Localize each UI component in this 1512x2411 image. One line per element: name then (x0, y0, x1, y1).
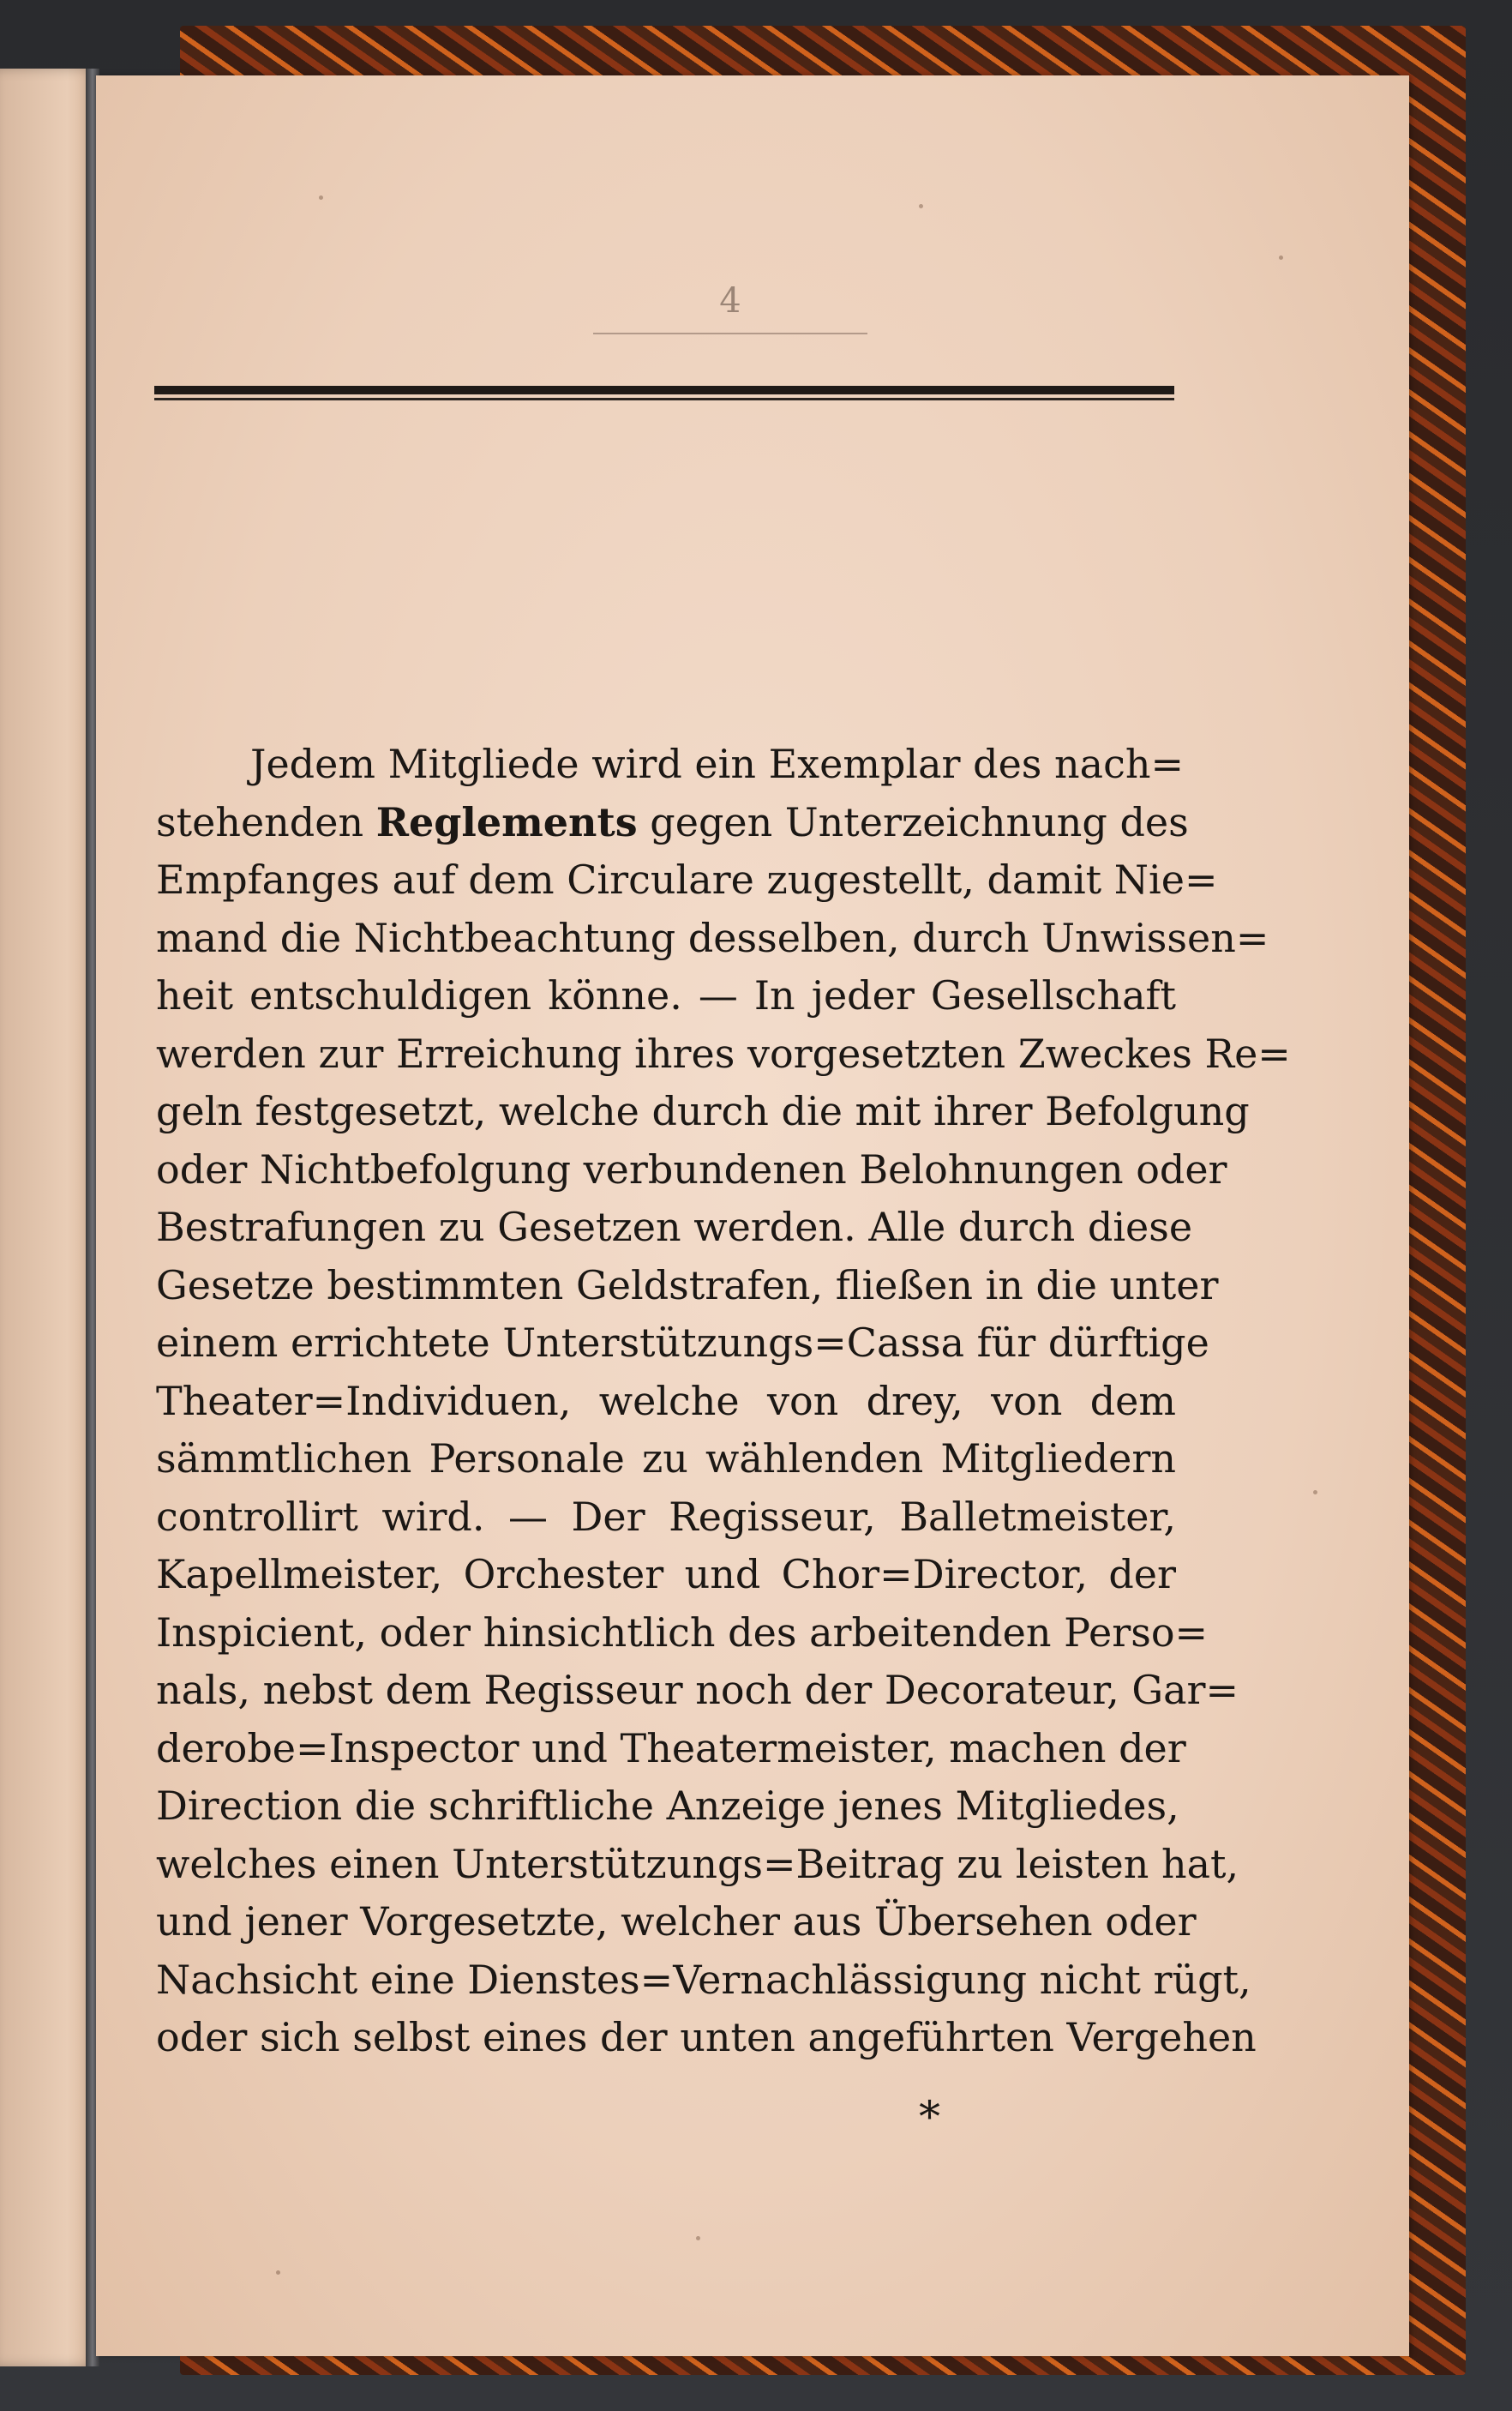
paper-speck (1279, 256, 1283, 260)
text-line: controllirt wird. — Der Regisseur, Balletmeister, (156, 1493, 1176, 1540)
paragraph (156, 736, 1291, 2067)
paper-speck (696, 2236, 700, 2240)
text-line: heit entschuldigen könne. — In jeder Gesellschaft (156, 972, 1176, 1019)
header-rule (154, 386, 1174, 403)
emphasized-term: Reglements (375, 798, 638, 845)
page-number-underline (593, 333, 867, 334)
text-line: oder sich selbst eines der unten angeführten Vergehen (156, 2014, 1257, 2060)
text-line: Jedem Mitgliede wird ein Exemplar des nach= (250, 741, 1185, 787)
text-line: Gesetze bestimmten Geldstrafen, fließen in die unter (156, 1261, 1219, 1308)
text-line: Bestrafungen zu Gesetzen werden. Alle durch diese (156, 1204, 1193, 1250)
text-line: Inspicient, oder hinsichtlich des arbeitenden Perso= (156, 1608, 1209, 1656)
text-line: werden zur Erreichung ihres vorgesetzten Zweckes Re= (156, 1030, 1291, 1077)
text-line: mand die Nichtbeachtung desselben, durch Unwissen= (156, 914, 1269, 961)
paper-speck (1313, 1490, 1317, 1494)
text-line: geln festgesetzt, welche durch die mit ihrer Befolgung (156, 1088, 1250, 1134)
text-line: Kapellmeister, Orchester und Chor=Director, der (156, 1551, 1176, 1597)
text-line: derobe=Inspector und Theatermeister, machen der (156, 1724, 1186, 1771)
signature-mark: * (919, 2092, 940, 2142)
text-line: und jener Vorgesetzte, welcher aus Übersehen oder (156, 1898, 1197, 1945)
text-line: Nachsicht eine Dienstes=Vernachlässigung nicht rügt, (156, 1956, 1251, 2003)
header-rule-thin (154, 398, 1174, 400)
text-fragment: stehenden (156, 798, 376, 845)
text-line: Theater=Individuen, welche von drey, von dem (156, 1377, 1176, 1424)
paper-speck (319, 195, 323, 200)
text-line: Empfanges auf dem Circulare zugestellt, damit Nie= (156, 857, 1218, 903)
text-line: sämmtlichen Personale zu wählenden Mitgliedern (156, 1435, 1176, 1482)
text-line (156, 794, 1189, 852)
paper-speck (216, 1104, 220, 1109)
text-line: einem errichtete Unterstützungs=Cassa für dürftige (156, 1320, 1209, 1366)
paper-speck (919, 204, 923, 208)
book-page (96, 75, 1409, 2356)
left-page-edge (0, 69, 96, 2366)
text-line: oder Nichtbefolgung verbundenen Belohnungen oder (156, 1145, 1227, 1193)
header-rule-thick (154, 386, 1174, 394)
text-fragment: gegen Unterzeichnung des (637, 798, 1189, 845)
text-line: nals, nebst dem Regisseur noch der Decorateur, Gar= (156, 1667, 1239, 1713)
page-number: 4 (719, 281, 741, 321)
text-line: Direction die schriftliche Anzeige jenes Mitgliedes, (156, 1783, 1179, 1829)
text-line: welches einen Unterstützungs=Beitrag zu leisten hat, (156, 1840, 1239, 1887)
paper-speck (276, 2270, 280, 2275)
